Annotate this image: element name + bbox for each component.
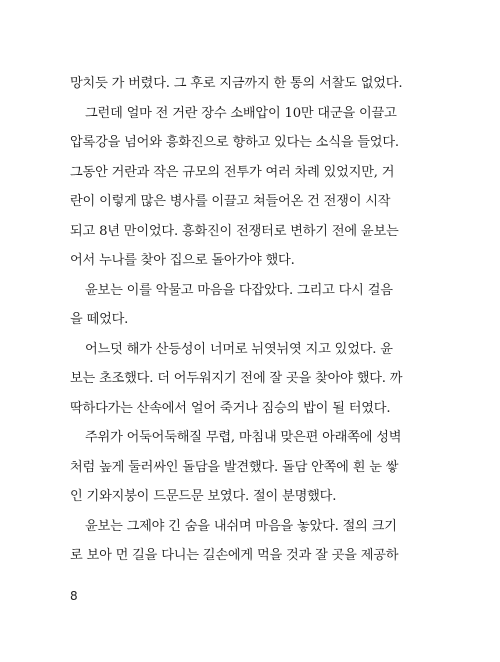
text-line: 그동안 거란과 작은 규모의 전투가 여러 차례 있었지만, 거 [70,164,395,180]
text-line: 어서 누나를 찾아 집으로 돌아가야 했다. [70,253,295,268]
text-line: 딱하다가는 산속에서 얼어 죽거나 짐승의 밥이 될 터였다. [70,400,391,416]
body-text [70,69,415,571]
text-line: 인 기와지붕이 드문드문 보였다. 절이 분명했다. [70,489,337,504]
text-line: 윤보는 그제야 긴 숨을 내쉬며 마음을 놓았다. 절의 크기 [85,518,397,534]
text-line: 란이 이렇게 많은 병사를 이끌고 쳐들어온 건 전쟁이 시작 [70,194,391,209]
text-line: 어느덧 해가 산등성이 너머로 뉘엿뉘엿 지고 있었다. 윤 [85,341,393,357]
text-line: 보는 초조했다. 더 어두워지기 전에 잘 곳을 찾아야 했다. 까 [70,371,403,386]
text-line: 주위가 어둑어둑해질 무렵, 마침내 맞은편 아래쪽에 성벽 [85,430,402,445]
text-line: 윤보는 이를 악물고 마음을 다잡았다. 그리고 다시 걸음 [85,282,393,298]
text-line: 을 떼었다. [70,312,129,327]
text-line: 되고 8년 만이었다. 흥화진이 전쟁터로 변하기 전에 윤보는 [70,223,399,239]
text-line: 처럼 높게 둘러싸인 돌담을 발견했다. 돌담 안쪽에 흰 눈 쌓 [70,459,399,475]
text-line: 압록강을 넘어와 흥화진으로 향하고 있다는 소식을 들었다. [70,135,399,150]
text-line: 로 보아 먼 길을 다니는 길손에게 먹을 것과 잘 곳을 제공하 [70,548,399,563]
page-number: 8 [70,589,78,603]
text-line: 망치듯 가 버렸다. 그 후로 지금까지 한 통의 서찰도 없었다. [70,76,403,91]
text-line: 그런데 얼마 전 거란 장수 소배압이 10만 대군을 이끌고 [85,105,397,121]
